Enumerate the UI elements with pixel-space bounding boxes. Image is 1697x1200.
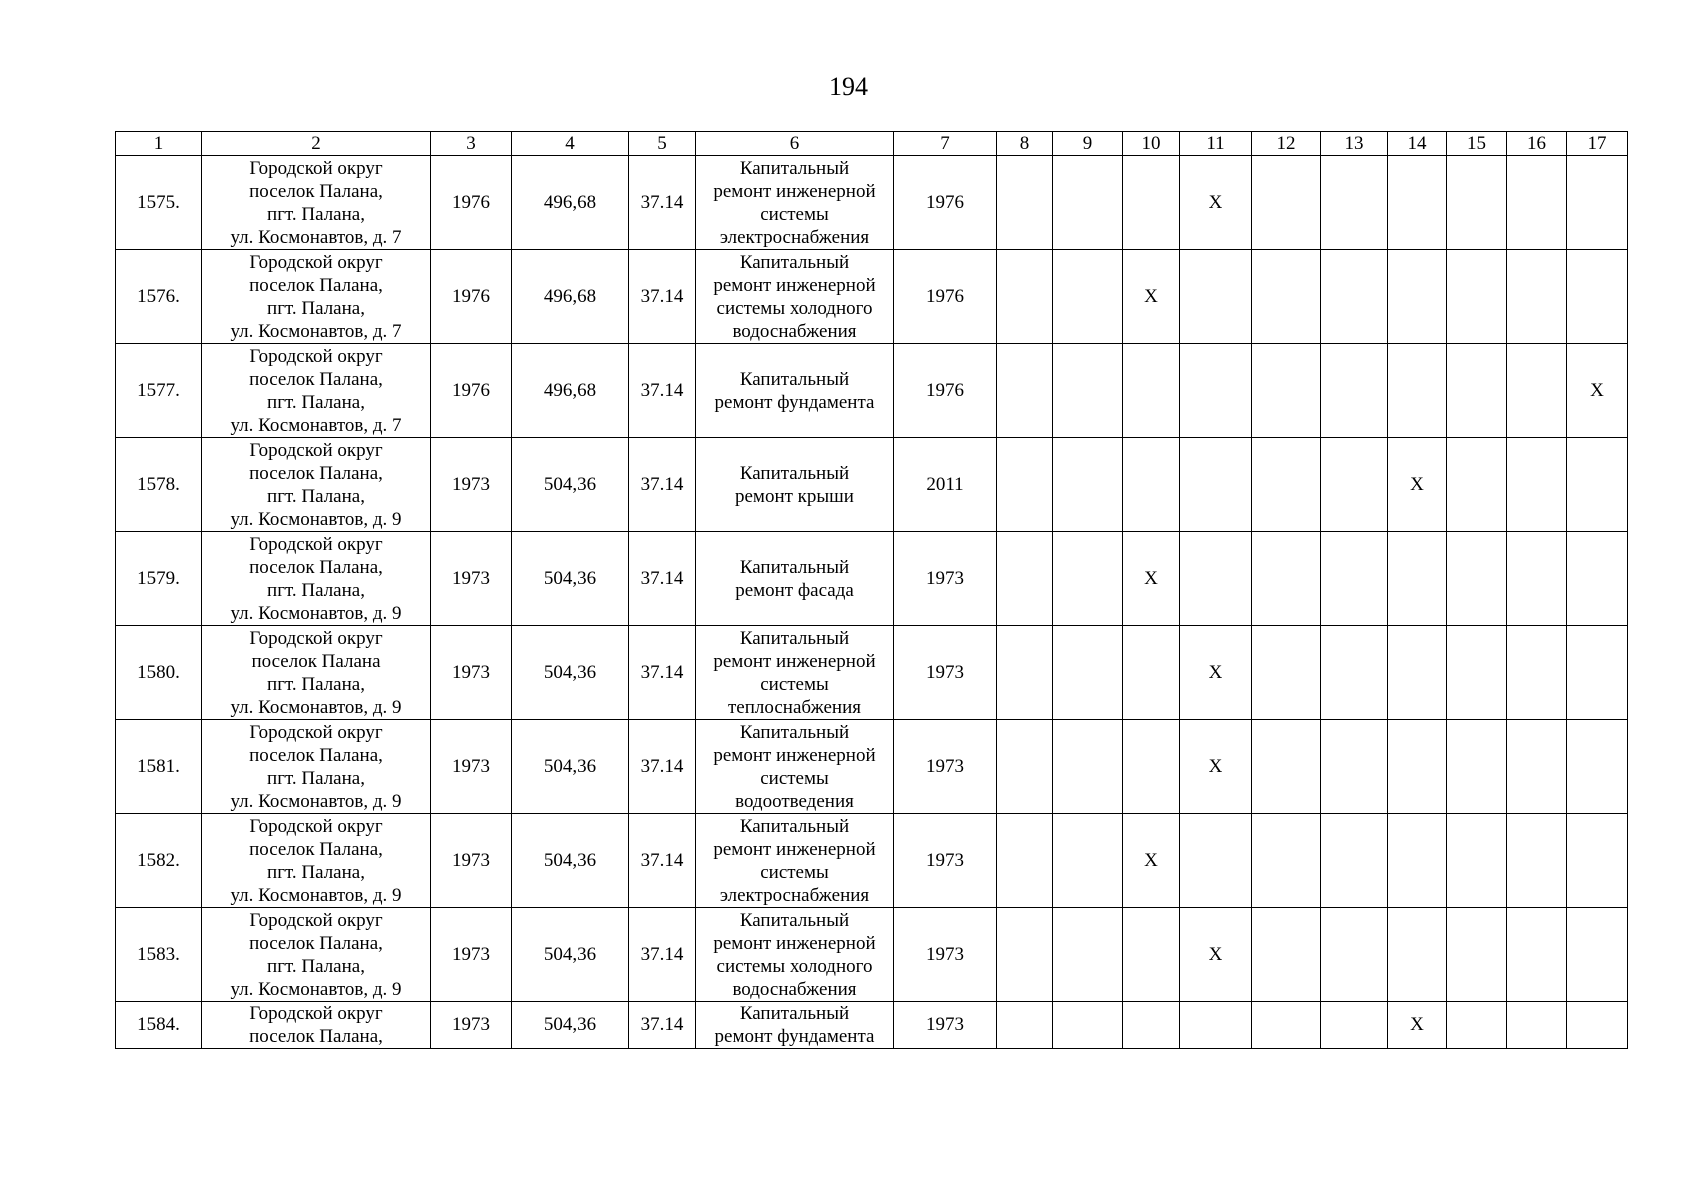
mark-cell-11: X: [1180, 626, 1252, 720]
column-number-row: [116, 132, 1628, 156]
year-built-cell: 1976: [431, 344, 512, 438]
mark-cell-17: [1567, 908, 1628, 1002]
mark-cell-12: [1252, 344, 1321, 438]
mark-cell-8: [997, 814, 1053, 908]
table-row: [116, 438, 1628, 532]
address-cell: Городской округ поселок Палана, пгт. Палана, ул. Космонавтов, д. 9: [202, 720, 431, 814]
year-built-cell: 1976: [431, 156, 512, 250]
address-cell: Городской округ поселок Палана, пгт. Палана, ул. Космонавтов, д. 9: [202, 438, 431, 532]
year-cell: 1973: [894, 814, 997, 908]
area-cell: 504,36: [512, 1002, 629, 1049]
area-cell: 504,36: [512, 532, 629, 626]
year-built-cell: 1973: [431, 1002, 512, 1049]
mark-cell-9: [1053, 1002, 1123, 1049]
mark-cell-11: [1180, 250, 1252, 344]
mark-cell-11: [1180, 438, 1252, 532]
mark-cell-17: [1567, 1002, 1628, 1049]
mark-cell-11: [1180, 344, 1252, 438]
mark-cell-8: [997, 438, 1053, 532]
mark-cell-9: [1053, 156, 1123, 250]
mark-cell-9: [1053, 720, 1123, 814]
mark-cell-12: [1252, 156, 1321, 250]
table-row: [116, 532, 1628, 626]
address-cell: Городской округ поселок Палана, пгт. Палана, ул. Космонавтов, д. 9: [202, 532, 431, 626]
mark-cell-17: [1567, 532, 1628, 626]
address-cell: Городской округ поселок Палана, пгт. Палана, ул. Космонавтов, д. 9: [202, 814, 431, 908]
mark-cell-12: [1252, 626, 1321, 720]
mark-cell-12: [1252, 814, 1321, 908]
code-cell: 37.14: [629, 626, 696, 720]
mark-cell-8: [997, 1002, 1053, 1049]
mark-cell-10: [1123, 1002, 1180, 1049]
row-number-cell: 1576.: [116, 250, 202, 344]
column-header: 1: [116, 132, 202, 156]
mark-cell-15: [1447, 250, 1507, 344]
mark-cell-14: X: [1388, 438, 1447, 532]
year-built-cell: 1973: [431, 814, 512, 908]
mark-cell-10: X: [1123, 532, 1180, 626]
mark-cell-15: [1447, 908, 1507, 1002]
work-type-cell: Капитальный ремонт инженерной системы электроснабжения: [696, 814, 894, 908]
mark-cell-17: X: [1567, 344, 1628, 438]
mark-cell-14: [1388, 344, 1447, 438]
mark-cell-9: [1053, 908, 1123, 1002]
column-header: 14: [1388, 132, 1447, 156]
work-type-cell: Капитальный ремонт фундамента: [696, 344, 894, 438]
code-cell: 37.14: [629, 250, 696, 344]
column-header: 2: [202, 132, 431, 156]
mark-cell-12: [1252, 720, 1321, 814]
mark-cell-10: [1123, 908, 1180, 1002]
mark-cell-17: [1567, 250, 1628, 344]
mark-cell-16: [1507, 626, 1567, 720]
column-header: 5: [629, 132, 696, 156]
mark-cell-13: [1321, 156, 1388, 250]
mark-cell-11: X: [1180, 156, 1252, 250]
mark-cell-17: [1567, 438, 1628, 532]
mark-cell-11: [1180, 532, 1252, 626]
mark-cell-16: [1507, 250, 1567, 344]
mark-cell-16: [1507, 156, 1567, 250]
area-cell: 504,36: [512, 814, 629, 908]
mark-cell-9: [1053, 438, 1123, 532]
code-cell: 37.14: [629, 908, 696, 1002]
column-header: 15: [1447, 132, 1507, 156]
row-number-cell: 1584.: [116, 1002, 202, 1049]
mark-cell-11: X: [1180, 720, 1252, 814]
column-header: 11: [1180, 132, 1252, 156]
code-cell: 37.14: [629, 156, 696, 250]
column-header: 10: [1123, 132, 1180, 156]
code-cell: 37.14: [629, 814, 696, 908]
mark-cell-12: [1252, 438, 1321, 532]
mark-cell-14: [1388, 908, 1447, 1002]
work-type-cell: Капитальный ремонт инженерной системы теплоснабжения: [696, 626, 894, 720]
address-cell: Городской округ поселок Палана,: [202, 1002, 431, 1049]
address-cell: Городской округ поселок Палана, пгт. Палана, ул. Космонавтов, д. 9: [202, 908, 431, 1002]
mark-cell-15: [1447, 156, 1507, 250]
column-header: 13: [1321, 132, 1388, 156]
mark-cell-13: [1321, 908, 1388, 1002]
mark-cell-12: [1252, 908, 1321, 1002]
code-cell: 37.14: [629, 532, 696, 626]
mark-cell-15: [1447, 532, 1507, 626]
area-cell: 504,36: [512, 720, 629, 814]
mark-cell-8: [997, 250, 1053, 344]
address-cell: Городской округ поселок Палана, пгт. Палана, ул. Космонавтов, д. 7: [202, 250, 431, 344]
area-cell: 496,68: [512, 156, 629, 250]
mark-cell-8: [997, 344, 1053, 438]
mark-cell-11: [1180, 814, 1252, 908]
column-header: 3: [431, 132, 512, 156]
year-cell: 1973: [894, 1002, 997, 1049]
work-type-cell: Капитальный ремонт крыши: [696, 438, 894, 532]
mark-cell-16: [1507, 344, 1567, 438]
mark-cell-8: [997, 156, 1053, 250]
year-cell: 1973: [894, 626, 997, 720]
column-header: 17: [1567, 132, 1628, 156]
column-header: 4: [512, 132, 629, 156]
mark-cell-16: [1507, 1002, 1567, 1049]
mark-cell-12: [1252, 532, 1321, 626]
mark-cell-8: [997, 908, 1053, 1002]
year-cell: 1973: [894, 532, 997, 626]
mark-cell-9: [1053, 532, 1123, 626]
address-cell: Городской округ поселок Палана пгт. Палана, ул. Космонавтов, д. 9: [202, 626, 431, 720]
mark-cell-9: [1053, 250, 1123, 344]
area-cell: 496,68: [512, 344, 629, 438]
work-type-cell: Капитальный ремонт инженерной системы холодного водоснабжения: [696, 908, 894, 1002]
code-cell: 37.14: [629, 1002, 696, 1049]
year-built-cell: 1973: [431, 908, 512, 1002]
mark-cell-16: [1507, 438, 1567, 532]
mark-cell-13: [1321, 532, 1388, 626]
row-number-cell: 1577.: [116, 344, 202, 438]
mark-cell-14: [1388, 720, 1447, 814]
table-row: [116, 626, 1628, 720]
table-row: [116, 814, 1628, 908]
code-cell: 37.14: [629, 344, 696, 438]
mark-cell-12: [1252, 250, 1321, 344]
mark-cell-10: [1123, 626, 1180, 720]
table-row: [116, 1002, 1628, 1049]
mark-cell-13: [1321, 344, 1388, 438]
table-row: [116, 250, 1628, 344]
mark-cell-9: [1053, 814, 1123, 908]
area-cell: 504,36: [512, 438, 629, 532]
year-built-cell: 1973: [431, 720, 512, 814]
mark-cell-13: [1321, 720, 1388, 814]
mark-cell-10: [1123, 438, 1180, 532]
row-number-cell: 1578.: [116, 438, 202, 532]
row-number-cell: 1575.: [116, 156, 202, 250]
year-built-cell: 1973: [431, 438, 512, 532]
mark-cell-12: [1252, 1002, 1321, 1049]
mark-cell-8: [997, 626, 1053, 720]
mark-cell-10: [1123, 344, 1180, 438]
mark-cell-10: [1123, 720, 1180, 814]
mark-cell-16: [1507, 814, 1567, 908]
area-cell: 504,36: [512, 908, 629, 1002]
mark-cell-8: [997, 720, 1053, 814]
mark-cell-14: [1388, 156, 1447, 250]
column-header: 8: [997, 132, 1053, 156]
table-body: [116, 156, 1628, 1049]
year-built-cell: 1973: [431, 626, 512, 720]
mark-cell-13: [1321, 1002, 1388, 1049]
year-built-cell: 1976: [431, 250, 512, 344]
repair-register-table: [115, 131, 1628, 1049]
mark-cell-14: [1388, 250, 1447, 344]
mark-cell-9: [1053, 344, 1123, 438]
mark-cell-15: [1447, 626, 1507, 720]
mark-cell-13: [1321, 814, 1388, 908]
year-cell: 1973: [894, 908, 997, 1002]
year-built-cell: 1973: [431, 532, 512, 626]
mark-cell-14: [1388, 626, 1447, 720]
mark-cell-14: [1388, 814, 1447, 908]
row-number-cell: 1580.: [116, 626, 202, 720]
page-number: 194: [829, 72, 868, 101]
mark-cell-17: [1567, 720, 1628, 814]
table-row: [116, 908, 1628, 1002]
mark-cell-16: [1507, 908, 1567, 1002]
area-cell: 504,36: [512, 626, 629, 720]
mark-cell-10: X: [1123, 250, 1180, 344]
row-number-cell: 1581.: [116, 720, 202, 814]
mark-cell-10: [1123, 156, 1180, 250]
work-type-cell: Капитальный ремонт фасада: [696, 532, 894, 626]
address-cell: Городской округ поселок Палана, пгт. Палана, ул. Космонавтов, д. 7: [202, 344, 431, 438]
column-header: 9: [1053, 132, 1123, 156]
mark-cell-15: [1447, 1002, 1507, 1049]
row-number-cell: 1583.: [116, 908, 202, 1002]
mark-cell-13: [1321, 438, 1388, 532]
mark-cell-10: X: [1123, 814, 1180, 908]
mark-cell-13: [1321, 250, 1388, 344]
mark-cell-15: [1447, 814, 1507, 908]
column-header: 12: [1252, 132, 1321, 156]
mark-cell-14: [1388, 532, 1447, 626]
year-cell: 1973: [894, 720, 997, 814]
table-row: [116, 344, 1628, 438]
mark-cell-16: [1507, 720, 1567, 814]
mark-cell-17: [1567, 156, 1628, 250]
mark-cell-15: [1447, 344, 1507, 438]
mark-cell-15: [1447, 438, 1507, 532]
column-header: 6: [696, 132, 894, 156]
work-type-cell: Капитальный ремонт инженерной системы водоотведения: [696, 720, 894, 814]
year-cell: 1976: [894, 250, 997, 344]
mark-cell-17: [1567, 814, 1628, 908]
mark-cell-11: X: [1180, 908, 1252, 1002]
mark-cell-16: [1507, 532, 1567, 626]
mark-cell-17: [1567, 626, 1628, 720]
code-cell: 37.14: [629, 438, 696, 532]
mark-cell-11: [1180, 1002, 1252, 1049]
work-type-cell: Капитальный ремонт инженерной системы холодного водоснабжения: [696, 250, 894, 344]
column-header: 7: [894, 132, 997, 156]
row-number-cell: 1582.: [116, 814, 202, 908]
address-cell: Городской округ поселок Палана, пгт. Палана, ул. Космонавтов, д. 7: [202, 156, 431, 250]
year-cell: 2011: [894, 438, 997, 532]
code-cell: 37.14: [629, 720, 696, 814]
year-cell: 1976: [894, 344, 997, 438]
mark-cell-8: [997, 532, 1053, 626]
work-type-cell: Капитальный ремонт инженерной системы электроснабжения: [696, 156, 894, 250]
area-cell: 496,68: [512, 250, 629, 344]
table-row: [116, 720, 1628, 814]
row-number-cell: 1579.: [116, 532, 202, 626]
mark-cell-9: [1053, 626, 1123, 720]
table-row: [116, 156, 1628, 250]
mark-cell-15: [1447, 720, 1507, 814]
mark-cell-14: X: [1388, 1002, 1447, 1049]
mark-cell-13: [1321, 626, 1388, 720]
year-cell: 1976: [894, 156, 997, 250]
column-header: 16: [1507, 132, 1567, 156]
work-type-cell: Капитальный ремонт фундамента: [696, 1002, 894, 1049]
